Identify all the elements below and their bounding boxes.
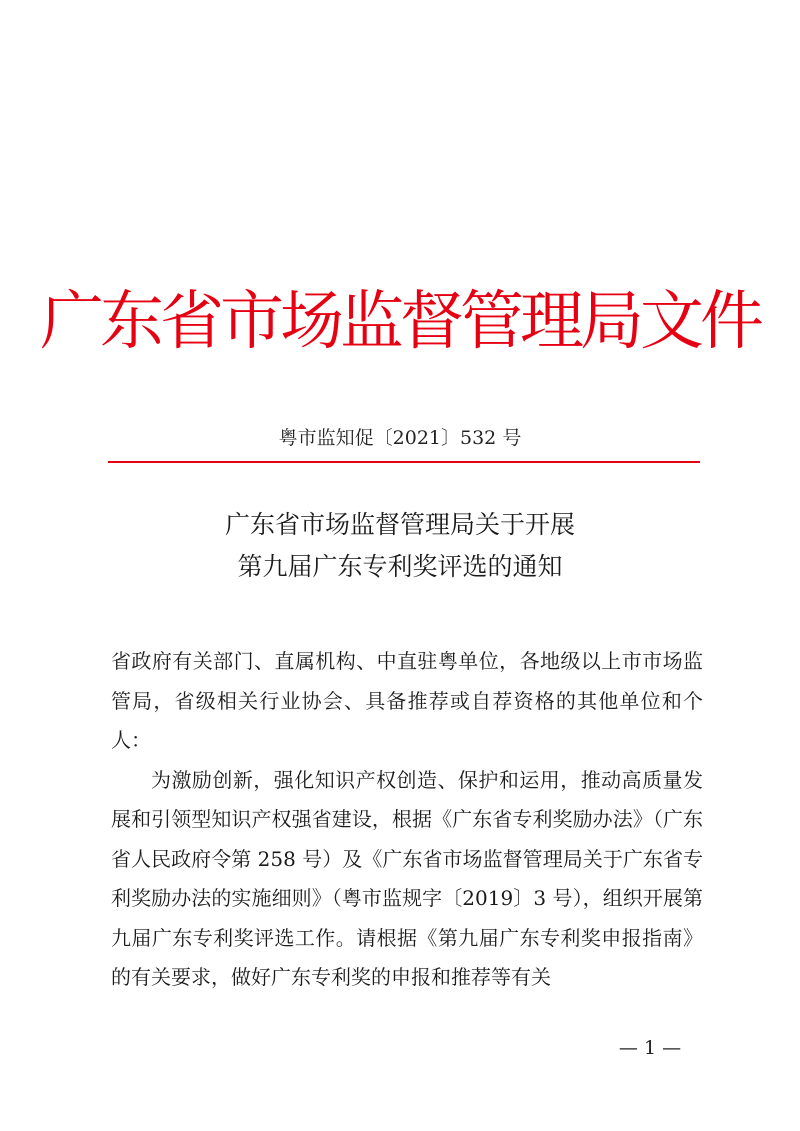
body-paragraph: 为激励创新，强化知识产权创造、保护和运用，推动高质量发展和引领型知识产权强省建设，根据《广东省专利奖励办法》（广东省人民政府令第 258 号）及《广东省市场监督管理局关于广东省专利奖励办法的实施细则》（粤市监规字〔2019〕3 号），组织开展第九届广东专利奖评选工作。请根据《第九届广东专利奖申报指南》的有关要求，做好广东专利奖的申报和推荐等有关 [111, 767, 703, 989]
document-masthead: 广东省市场监督管理局文件 [40, 285, 760, 359]
title-line-2: 第九届广东专利奖评选的通知 [237, 552, 563, 581]
title-line-1: 广东省市场监督管理局关于开展 [224, 510, 575, 539]
page-number: — 1 — [618, 1037, 682, 1059]
document-number: 粤市监知促〔2021〕532 号 [278, 427, 522, 449]
addressee-paragraph: 省政府有关部门、直属机构、中直驻粤单位，各地级以上市市场监管局，省级相关行业协会、具备推荐或自荐资格的其他单位和个人： [111, 649, 703, 752]
document-title [0, 504, 800, 588]
red-divider-line [108, 461, 700, 463]
document-body [111, 642, 703, 998]
